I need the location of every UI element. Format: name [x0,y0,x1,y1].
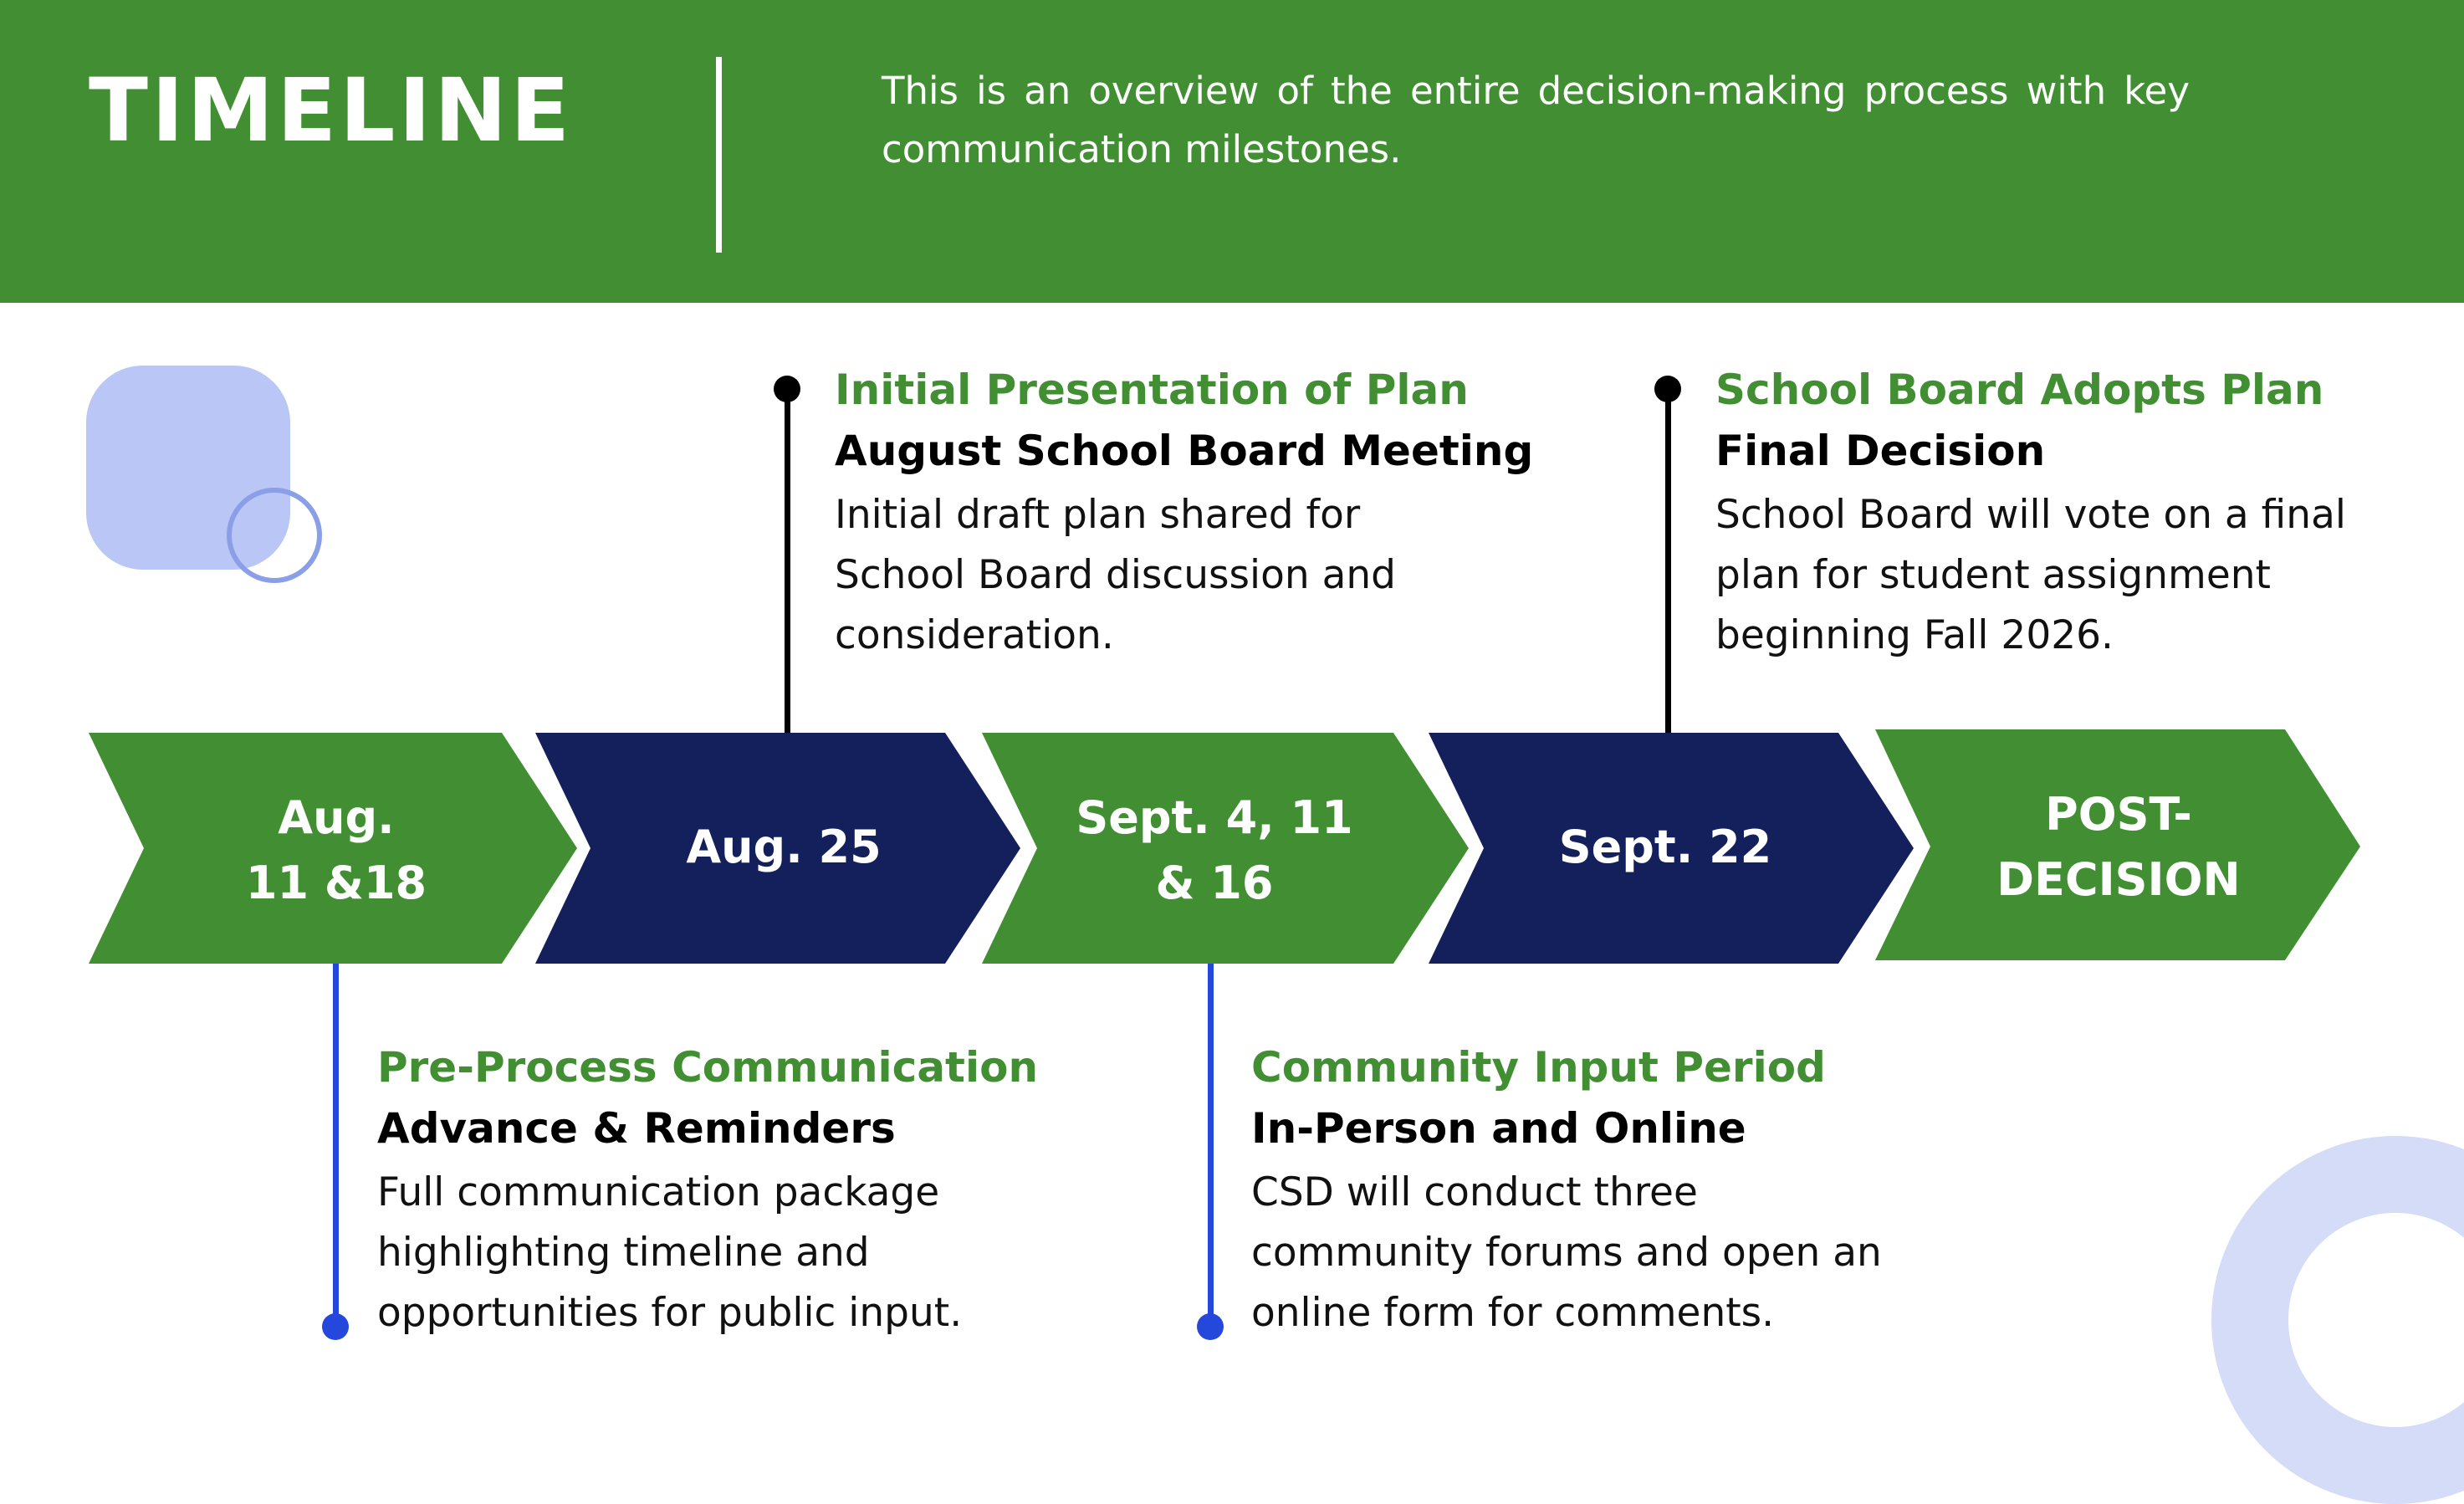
milestone-subtitle: Advance & Reminders [377,1104,896,1153]
milestone-title: School Board Adopts Plan [1715,366,2324,414]
milestone-title: Initial Presentation of Plan [835,366,1469,414]
stage-label-post-decision: POST- DECISION [1996,788,2241,906]
milestone-description: CSD will conduct three community forums and open an online form for comments. [1251,1169,1882,1336]
milestone-subtitle: In-Person and Online [1251,1104,1746,1153]
milestone-title: Pre-Process Communication [377,1043,1039,1092]
milestone-pre-process [377,1037,1063,1343]
milestone-initial-presentation [835,360,1534,666]
milestone-community-input [1251,1037,1937,1343]
milestone-subtitle: August School Board Meeting [835,427,1534,475]
milestone-description: School Board will vote on a final plan for student assignment beginning Fall 2026. [1715,492,2346,658]
milestone-description: Initial draft plan shared for School Board discussion and consideration. [835,492,1396,658]
stage-label-aug-25: Aug. 25 [686,821,882,873]
stage-label-sept-4-11-16: Sept. 4, 11 & 16 [1076,791,1353,909]
header-intro-text: This is an overview of the entire decision-making process with key communication milestones. [882,69,2190,171]
stage-label-sept-22: Sept. 22 [1558,821,1772,873]
milestone-description: Full communication package highlighting timeline and opportunities for public input. [377,1169,963,1336]
page-title: TIMELINE [89,59,574,161]
milestone-title: Community Input Period [1251,1043,1826,1092]
milestone-board-adopts [1715,360,2401,666]
stage-label-aug-11-18: Aug. 11 &18 [245,791,427,909]
milestone-subtitle: Final Decision [1715,427,2046,475]
